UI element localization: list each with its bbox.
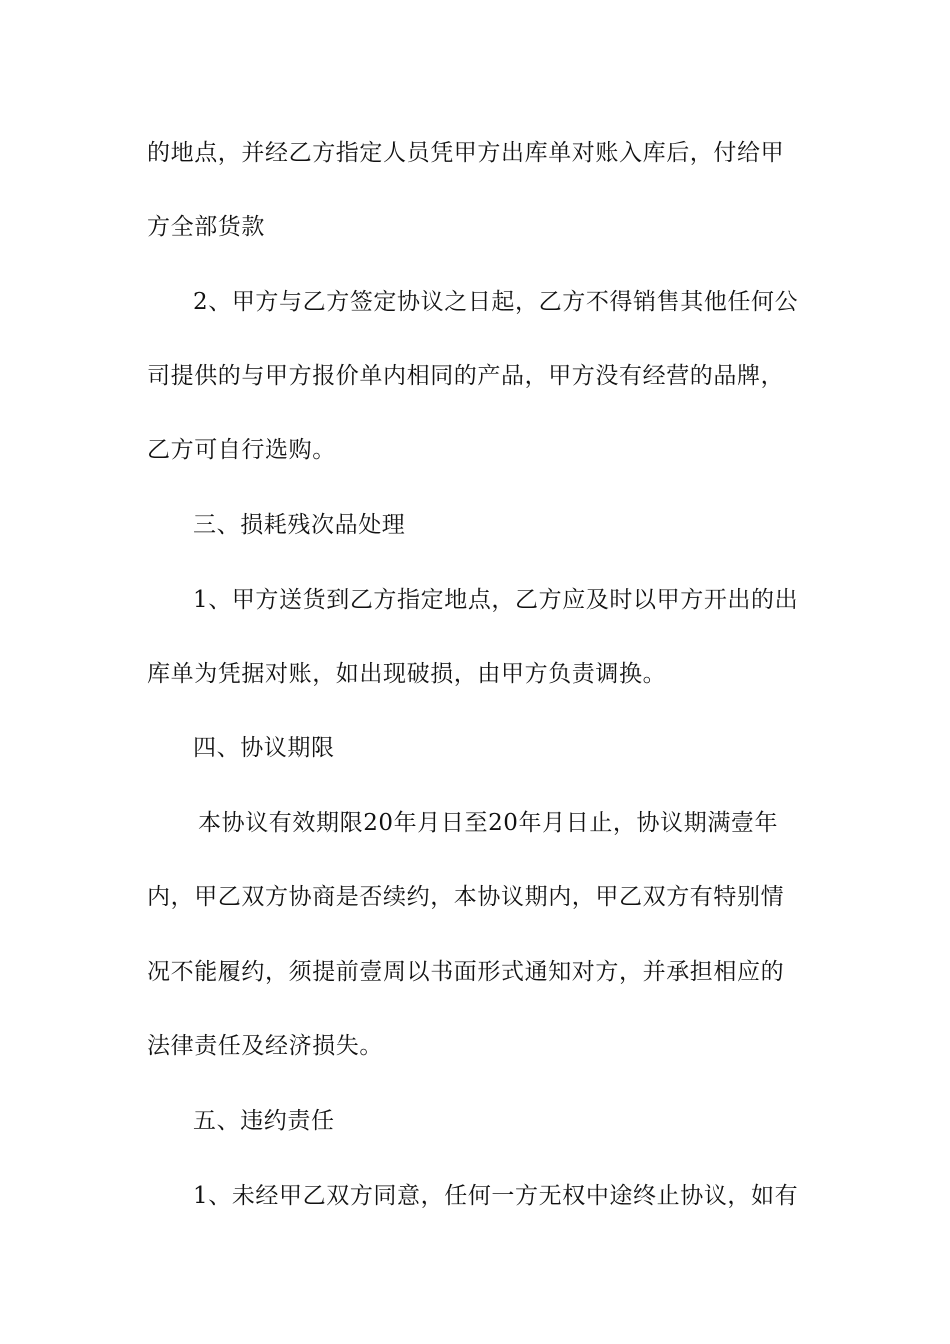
section-heading: 五、违约责任 <box>193 1108 335 1134</box>
paragraph-line: 的地点，并经乙方指定人员凭甲方出库单对账入库后，付给甲 <box>147 140 785 166</box>
section-heading: 三、损耗残次品处理 <box>193 512 406 538</box>
paragraph-line: 司提供的与甲方报价单内相同的产品，甲方没有经营的品牌， <box>147 363 785 389</box>
paragraph-line: 方全部货款 <box>147 214 265 240</box>
paragraph-line: 乙方可自行选购。 <box>147 437 336 463</box>
paragraph-line: 法律责任及经济损失。 <box>147 1033 383 1059</box>
paragraph-line: 1、未经甲乙双方同意，任何一方无权中途终止协议，如有 <box>193 1183 799 1209</box>
section-heading: 四、协议期限 <box>193 735 335 761</box>
paragraph-line: 内，甲乙双方协商是否续约，本协议期内，甲乙双方有特别情 <box>147 884 785 910</box>
paragraph-line: 2、甲方与乙方签定协议之日起，乙方不得销售其他任何公 <box>193 289 799 315</box>
paragraph-line: 本协议有效期限20年月日至20年月日止，协议期满壹年 <box>198 810 779 836</box>
paragraph-line: 况不能履约，须提前壹周以书面形式通知对方，并承担相应的 <box>147 959 785 985</box>
paragraph-line: 1、甲方送货到乙方指定地点，乙方应及时以甲方开出的出 <box>193 587 799 613</box>
paragraph-line: 库单为凭据对账，如出现破损，由甲方负责调换。 <box>147 661 667 687</box>
